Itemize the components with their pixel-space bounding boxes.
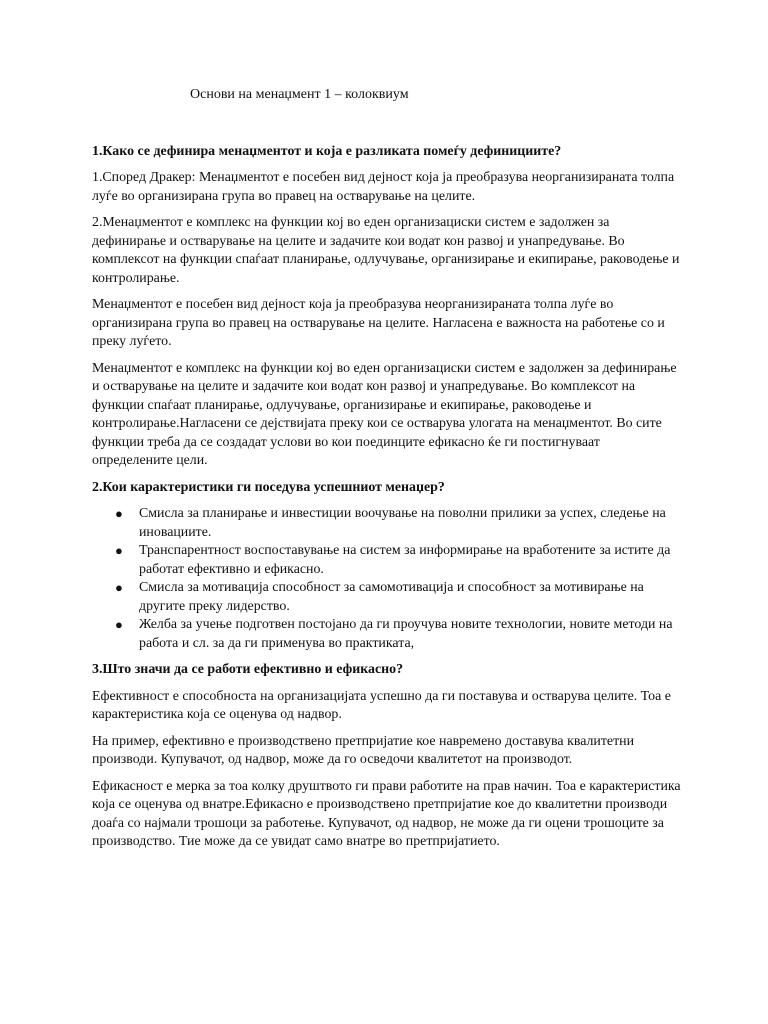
paragraph: 2.Менаџментот е комплекс на функции кој во еден организациски систем е задолжен за дефинирање и остварување на целите и задачите кои водат кон развој и унапредување. Во комплексот на функции спаѓаат планирање, одлучување, организирање и екипирање, раководење и контролирање. (92, 215, 680, 286)
paragraph: Менаџментот е комплекс на функции кој во еден организациски систем е задолжен за дефинирање и остварување на целите и задачите кои водат кон развој и унапредување. Во комплексот на функции спаѓаат планирање, одлучување, организирање и екипирање, раководење и контролирање.Нагласени се дејствијата преку кои се остварува улогата на менаџментот. Во сите функции треба да се создадат услови во кои поединците ефикасно ќе ги постигнуваат определените цели. (92, 360, 677, 468)
bullet-icon: ● (115, 580, 123, 595)
list-item (92, 579, 682, 616)
document-title: Основи на менаџмент 1 – колоквиум (190, 87, 409, 102)
list-item-text: Транспарентност воспоставување на систем за информирање на вработените за истите да работат ефективно и ефикасно. (139, 543, 671, 577)
bullet-icon: ● (115, 543, 123, 558)
paragraph: 1.Според Дракер: Менаџментот е посебен вид дејност која ја преобразува неорганизираната толпа луѓе во организирана група во правец на остварување на целите. (92, 170, 675, 204)
list-item (92, 542, 682, 579)
bullet-icon: ● (115, 617, 123, 632)
section-3 (92, 661, 682, 852)
list-item-text: Смисла за планирање и инвестиции воочување на поволни прилики за успех, следење на иновациите. (139, 506, 666, 540)
section-heading: 3.Што значи да се работи ефективно и ефикасно? (92, 662, 404, 677)
bullet-list (92, 505, 682, 653)
paragraph: На пример, ефективно е производствено претпријатие кое навремено доставува квалитетни производи. Купувачот, од надвор, може да го осведочи квалитетот на производот. (92, 733, 635, 767)
section-heading: 2.Кои карактеристики ги поседува успешниот менаџер? (92, 479, 445, 495)
paragraph: Ефикасност е мерка за тоа колку друштвото ги прави работите на прав начин. Тоа е карактеристика која се оценува од внатре.Ефикасно е производствено претпријатие кое до квалитетни производи доаѓа со најмали трошоци за работење. Купувачот, од надвор, не може да ги оцени трошоците за производство. Тие може да се увидат само внатре во претпријатието. (92, 778, 681, 849)
list-item (92, 616, 682, 653)
list-item (92, 505, 682, 542)
section-heading: 1.Како се дефинира менаџментот и која е разликата помеѓу дефинициите? (92, 143, 562, 159)
paragraph: Менаџментот е посебен вид дејност која ја преобразува неорганизираната толпа луѓе во организирана група во правец на остварување на целите. Нагласена е важноста на работење со и преку луѓето. (92, 297, 665, 349)
document-content (92, 86, 682, 860)
bullet-icon: ● (115, 506, 123, 521)
list-item-text: Смисла за мотивација способност за самомотивација и способност за мотивирање на другите преку лидерство. (139, 580, 644, 614)
list-item-text: Желба за учење подготвен постојано да ги проучува новите технологии, новите методи на работа и сл. за да ги применува во практиката, (139, 617, 673, 651)
paragraph: Ефективност е способноста на организацијата успешно да ги поставува и остварува целите. Тоа е карактеристика која се оценува од надвор. (92, 688, 671, 722)
section-1 (92, 143, 682, 471)
section-2 (92, 479, 682, 654)
